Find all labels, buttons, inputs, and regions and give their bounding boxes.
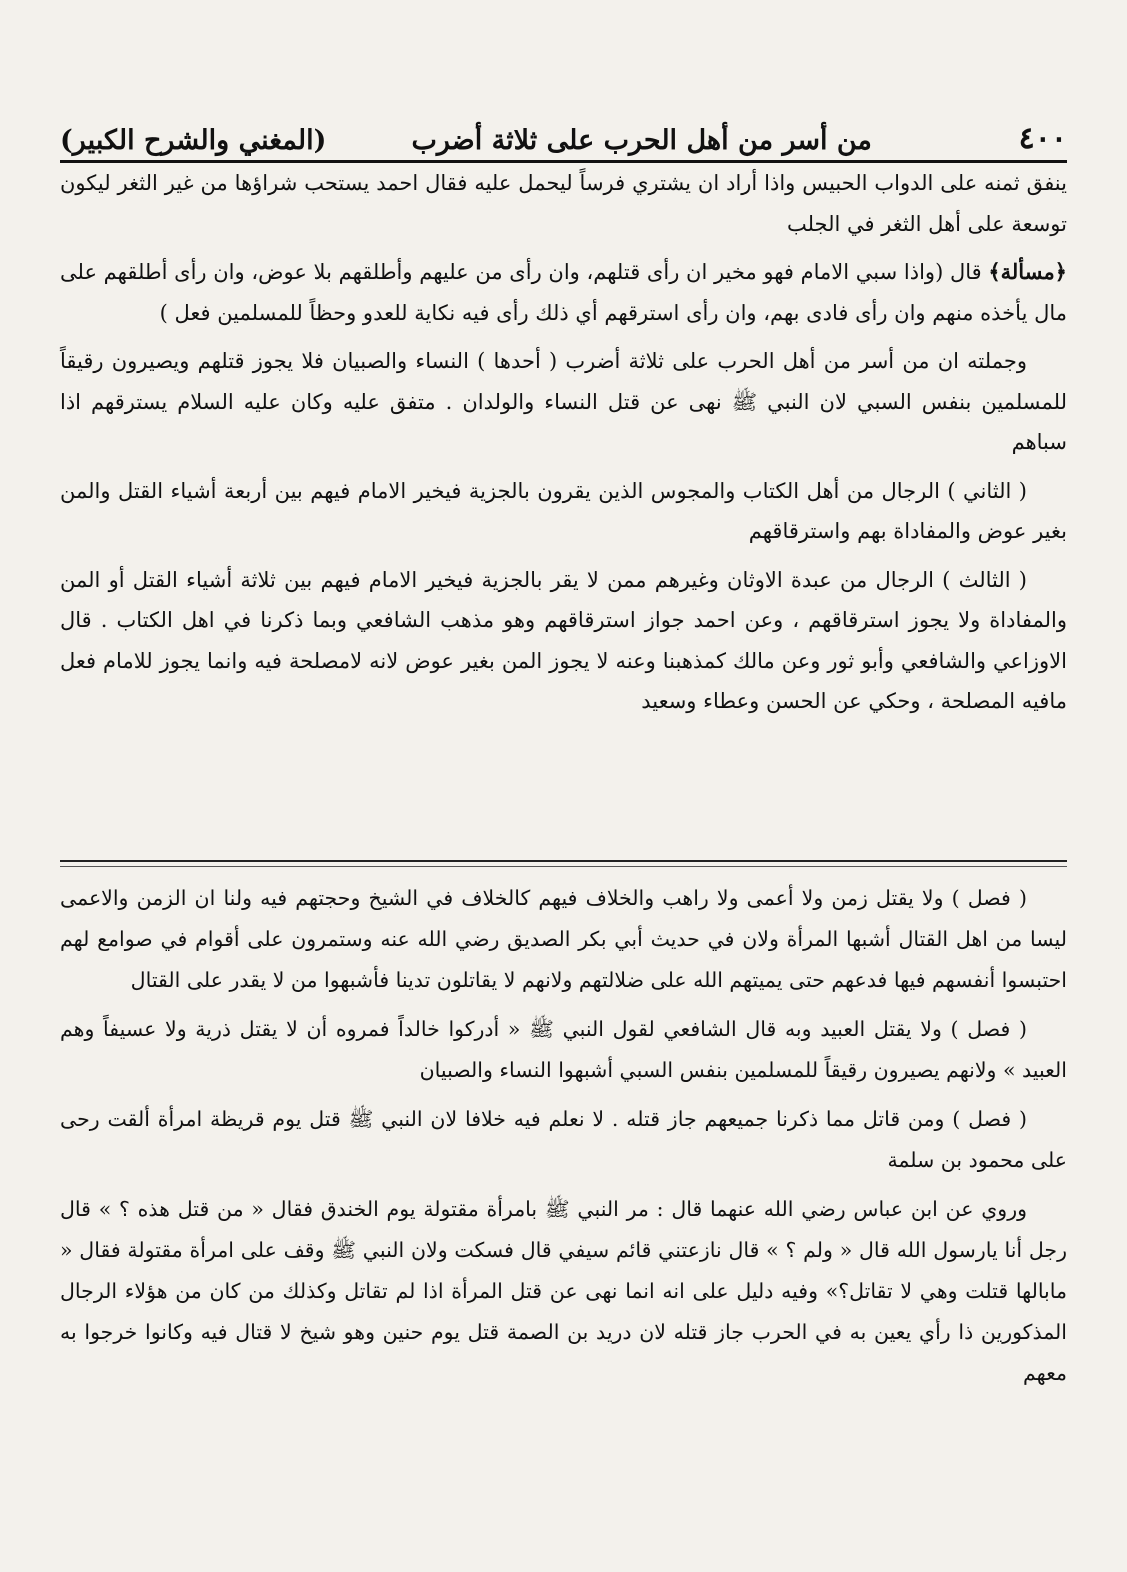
paragraph-funding: ينفق ثمنه على الدواب الحبيس واذا أراد ان يشتري فرساً ليحمل عليه فقال احمد يستحب شراؤها من غير الثغر ليكون توسعة على أهل الثغر في الجلب xyxy=(60,171,1067,236)
page-header xyxy=(60,98,1067,163)
paragraph-third-type: ( الثالث ) الرجال من عبدة الاوثان وغيرهم ممن لا يقر بالجزية فيخير الامام فيهم بين ثلاثة أشياء القتل أو المن والمفاداة ولا يجوز استرقاقهم ، وعن احمد جواز استرقاقهم وهو مذهب الشافعي وبما ذكرنا في اهل الكتاب . قال الاوزاعي والشافعي وأبو ثور وعن مالك كمذهبنا وعنه لا يجوز المن بغير عوض لانه لامصلحة فيه وانما يجوز للامام فعل مافيه المصلحة ، وحكي عن الحسن وعطاء وسعيد xyxy=(60,567,1067,713)
section-title: من أسر من أهل الحرب على ثلاثة أضرب xyxy=(411,125,872,156)
masala-label: ﴿مسألة﴾ xyxy=(988,259,1067,284)
fasl-disabled: ( فصل ) ولا يقتل زمن ولا أعمى ولا راهب والخلاف فيهم كالخلاف في الشيخ وحجتهم فيه ولنا ان الزمن والاعمى ليسا من اهل القتال أشبها المرأة ولان في حديث أبي بكر الصديق رضي الله عنه وستمرون على أقوام في صوامع لهم احتبسوا أنفسهم فيها فدعهم حتى يميتهم الله على ضلالتهم ولانهم لا يقاتلون تدينا فأشبهوا من لا يقدر على القتال xyxy=(60,886,1067,992)
paragraph-narration: وروي عن ابن عباس رضي الله عنهما قال : مر النبي ﷺ بامرأة مقتولة يوم الخندق فقال « من قتل هذه ؟ » قال رجل أنا يارسول الله قال « ولم ؟ » قال نازعتني قائم سيفي قال فسكت ولان النبي ﷺ وقف على امرأة مقتولة فقال « مابالها قتلت وهي لا تقاتل؟» وفيه دليل على انه انما نهى عن قتل المرأة اذا لم تقاتل وكذلك من كان من هؤلاء الرجال المذكورين ذا رأي يعين به في الحرب جاز قتله لان دريد بن الصمة قتل يوم حنين وهو شيخ لا قتال فيه وكانوا خرجوا به معهم xyxy=(60,1197,1067,1385)
fasl-slaves: ( فصل ) ولا يقتل العبيد وبه قال الشافعي لقول النبي ﷺ « أدركوا خالداً فمروه أن لا يقتل ذرية ولا عسيفاً وهم العبيد » ولانهم يصيرون رقيقاً للمسلمين بنفس السبي أشبهوا النساء والصبيان xyxy=(60,1017,1067,1082)
masala-text: قال (واذا سبي الامام فهو مخير ان رأى قتلهم، وان رأى من عليهم وأطلقهم بلا عوض، وان رأى أطلقهم على مال يأخذه منهم وان رأى فادى بهم، وان رأى استرقهم أي ذلك رأى فيه نكاية للعدو وحظاً للمسلمين فعل ) xyxy=(60,260,1067,325)
section-divider xyxy=(60,860,1067,862)
paragraph-captives: وجملته ان من أسر من أهل الحرب على ثلاثة أضرب ( أحدها ) النساء والصبيان فلا يجوز قتلهم ويصيرون رقيقاً للمسلمين بنفس السبي لان النبي ﷺ نهى عن قتل النساء والولدان . متفق عليه وكان عليه السلام يسترقهم اذا سباهم xyxy=(60,349,1067,454)
book-title: (المغني والشرح الكبير) xyxy=(60,125,327,156)
page-number: ٤٠٠ xyxy=(1018,121,1067,156)
section-divider-thin xyxy=(60,866,1067,867)
main-text xyxy=(60,163,1067,730)
masala-block xyxy=(60,252,1067,333)
paragraph-second-type: ( الثاني ) الرجال من أهل الكتاب والمجوس الذين يقرون بالجزية فيخير الامام فيهم بين أربعة أشياء القتل والمن بغير عوض والمفاداة بهم واسترقاقهم xyxy=(60,478,1067,543)
fasl-combatants: ( فصل ) ومن قاتل مما ذكرنا جميعهم جاز قتله . لا نعلم فيه خلافا لان النبي ﷺ قتل يوم قريظة امرأة ألقت رحى على محمود بن سلمة xyxy=(60,1107,1067,1172)
commentary-text xyxy=(60,878,1067,1402)
